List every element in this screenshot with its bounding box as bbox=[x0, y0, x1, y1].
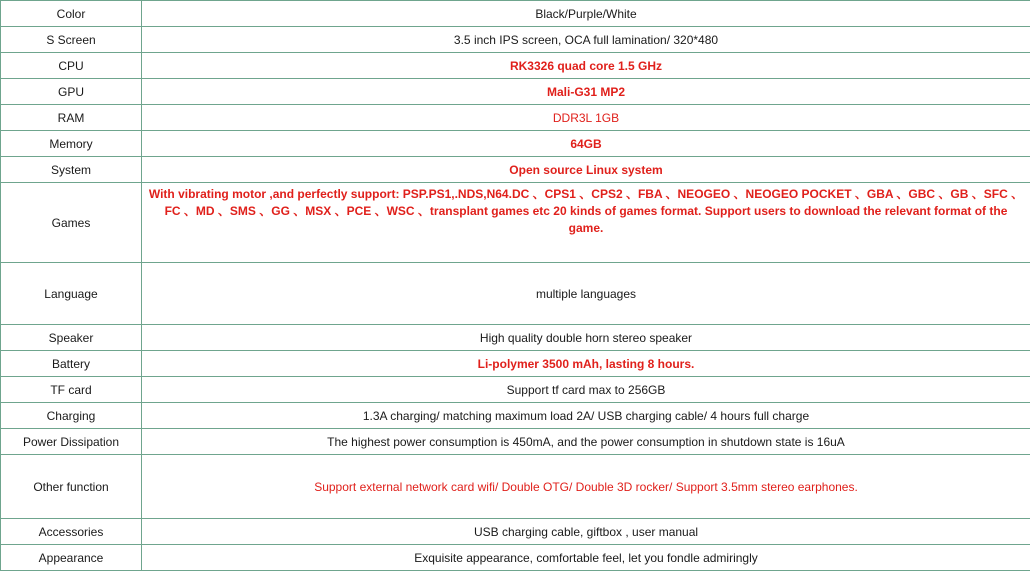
spec-table-body bbox=[1, 1, 1030, 571]
spec-value: The highest power consumption is 450mA, and the power consumption in shutdown state is 16uA bbox=[142, 429, 1030, 455]
spec-label: Appearance bbox=[1, 545, 142, 571]
spec-row bbox=[1, 403, 1030, 429]
spec-row bbox=[1, 263, 1030, 325]
spec-row bbox=[1, 519, 1030, 545]
spec-value: Support tf card max to 256GB bbox=[142, 377, 1030, 403]
spec-value: Exquisite appearance, comfortable feel, let you fondle admiringly bbox=[142, 545, 1030, 571]
spec-row bbox=[1, 183, 1030, 263]
spec-label: Speaker bbox=[1, 325, 142, 351]
spec-value: High quality double horn stereo speaker bbox=[142, 325, 1030, 351]
spec-row bbox=[1, 131, 1030, 157]
spec-row bbox=[1, 377, 1030, 403]
spec-label: System bbox=[1, 157, 142, 183]
spec-label: Accessories bbox=[1, 519, 142, 545]
spec-value: Support external network card wifi/ Double OTG/ Double 3D rocker/ Support 3.5mm stereo earphones. bbox=[142, 455, 1030, 519]
spec-row bbox=[1, 27, 1030, 53]
spec-value: Black/Purple/White bbox=[142, 1, 1030, 27]
spec-value: Li-polymer 3500 mAh, lasting 8 hours. bbox=[142, 351, 1030, 377]
spec-row bbox=[1, 1, 1030, 27]
spec-value: Open source Linux system bbox=[142, 157, 1030, 183]
spec-row bbox=[1, 105, 1030, 131]
spec-value: Mali-G31 MP2 bbox=[142, 79, 1030, 105]
spec-value: With vibrating motor ,and perfectly support: PSP.PS1,.NDS,N64.DC 、CPS1 、CPS2 、FBA 、NEOGEO 、NEOGEO POCKET 、GBA 、GBC 、GB 、SFC 、FC 、MD 、SMS 、GG 、MSX 、PCE 、WSC 、transplant games etc 20 kinds of games format. Support users to download the relevant format of the game. bbox=[142, 183, 1030, 263]
spec-label: RAM bbox=[1, 105, 142, 131]
spec-value: DDR3L 1GB bbox=[142, 105, 1030, 131]
spec-label: GPU bbox=[1, 79, 142, 105]
spec-row bbox=[1, 455, 1030, 519]
spec-label: Charging bbox=[1, 403, 142, 429]
spec-row bbox=[1, 79, 1030, 105]
spec-label: Color bbox=[1, 1, 142, 27]
spec-row bbox=[1, 429, 1030, 455]
spec-value: multiple languages bbox=[142, 263, 1030, 325]
spec-row bbox=[1, 325, 1030, 351]
spec-row bbox=[1, 53, 1030, 79]
spec-label: Memory bbox=[1, 131, 142, 157]
spec-label: Games bbox=[1, 183, 142, 263]
spec-label: S Screen bbox=[1, 27, 142, 53]
spec-value: 1.3A charging/ matching maximum load 2A/ USB charging cable/ 4 hours full charge bbox=[142, 403, 1030, 429]
spec-value: RK3326 quad core 1.5 GHz bbox=[142, 53, 1030, 79]
spec-label: Battery bbox=[1, 351, 142, 377]
spec-label: Language bbox=[1, 263, 142, 325]
spec-value: 3.5 inch IPS screen, OCA full lamination/ 320*480 bbox=[142, 27, 1030, 53]
spec-value: USB charging cable, giftbox , user manual bbox=[142, 519, 1030, 545]
spec-row bbox=[1, 157, 1030, 183]
spec-label: TF card bbox=[1, 377, 142, 403]
spec-value: 64GB bbox=[142, 131, 1030, 157]
spec-row bbox=[1, 351, 1030, 377]
spec-label: CPU bbox=[1, 53, 142, 79]
spec-label: Other function bbox=[1, 455, 142, 519]
spec-label: Power Dissipation bbox=[1, 429, 142, 455]
